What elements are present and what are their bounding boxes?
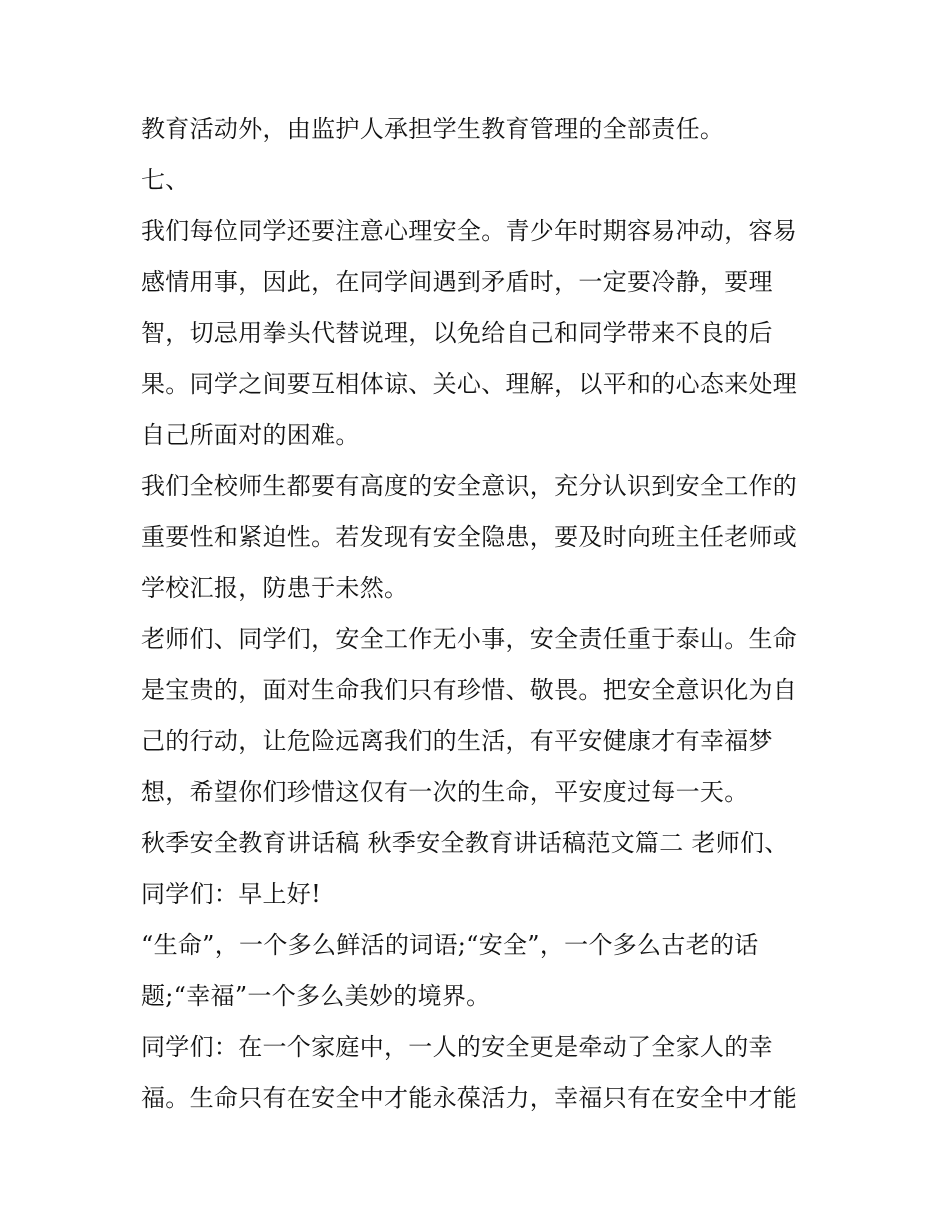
text-line: 智，切忌用拳头代替说理，以免给自己和同学带来不良的后: [141, 319, 773, 347]
text-line: 是宝贵的，面对生命我们只有珍惜、敬畏。把安全意识化为自: [141, 676, 798, 704]
text-line: 同学们：在一个家庭中，一人的安全更是牵动了全家人的幸: [141, 1033, 773, 1061]
text-line: 题;“幸福”一个多么美妙的境界。: [141, 982, 491, 1010]
text-line: 果。同学之间要互相体谅、关心、理解，以平和的心态来处理: [141, 370, 798, 398]
text-line: 秋季安全教育讲话稿 秋季安全教育讲话稿范文篇二 老师们、: [141, 829, 789, 857]
text-line: 重要性和紧迫性。若发现有安全隐患，要及时向班主任老师或: [141, 523, 798, 551]
body-text: [141, 110, 821, 1130]
text-line: 感情用事，因此，在同学间遇到矛盾时，一定要冷静，要理: [141, 268, 773, 296]
text-line: 教育活动外，由监护人承担学生教育管理的全部责任。: [141, 115, 725, 143]
text-line: 学校汇报，防患于未然。: [141, 574, 409, 602]
text-line: 我们每位同学还要注意心理安全。青少年时期容易冲动，容易: [141, 217, 798, 245]
text-line: 想，希望你们珍惜这仅有一次的生命，平安度过每一天。: [141, 778, 749, 806]
text-line: “生命”，一个多么鲜活的词语;“安全”，一个多么古老的话: [141, 931, 759, 959]
text-line: 我们全校师生都要有高度的安全意识，充分认识到安全工作的: [141, 472, 798, 500]
text-line: 老师们、同学们，安全工作无小事，安全责任重于泰山。生命: [141, 625, 798, 653]
section-heading: 七、: [141, 166, 190, 194]
text-line: 自己所面对的困难。: [141, 421, 360, 449]
text-line: 同学们：早上好!: [141, 880, 322, 908]
text-line: 福。生命只有在安全中才能永葆活力，幸福只有在安全中才能: [141, 1084, 798, 1112]
text-line: 己的行动，让危险远离我们的生活，有平安健康才有幸福梦: [141, 727, 773, 755]
